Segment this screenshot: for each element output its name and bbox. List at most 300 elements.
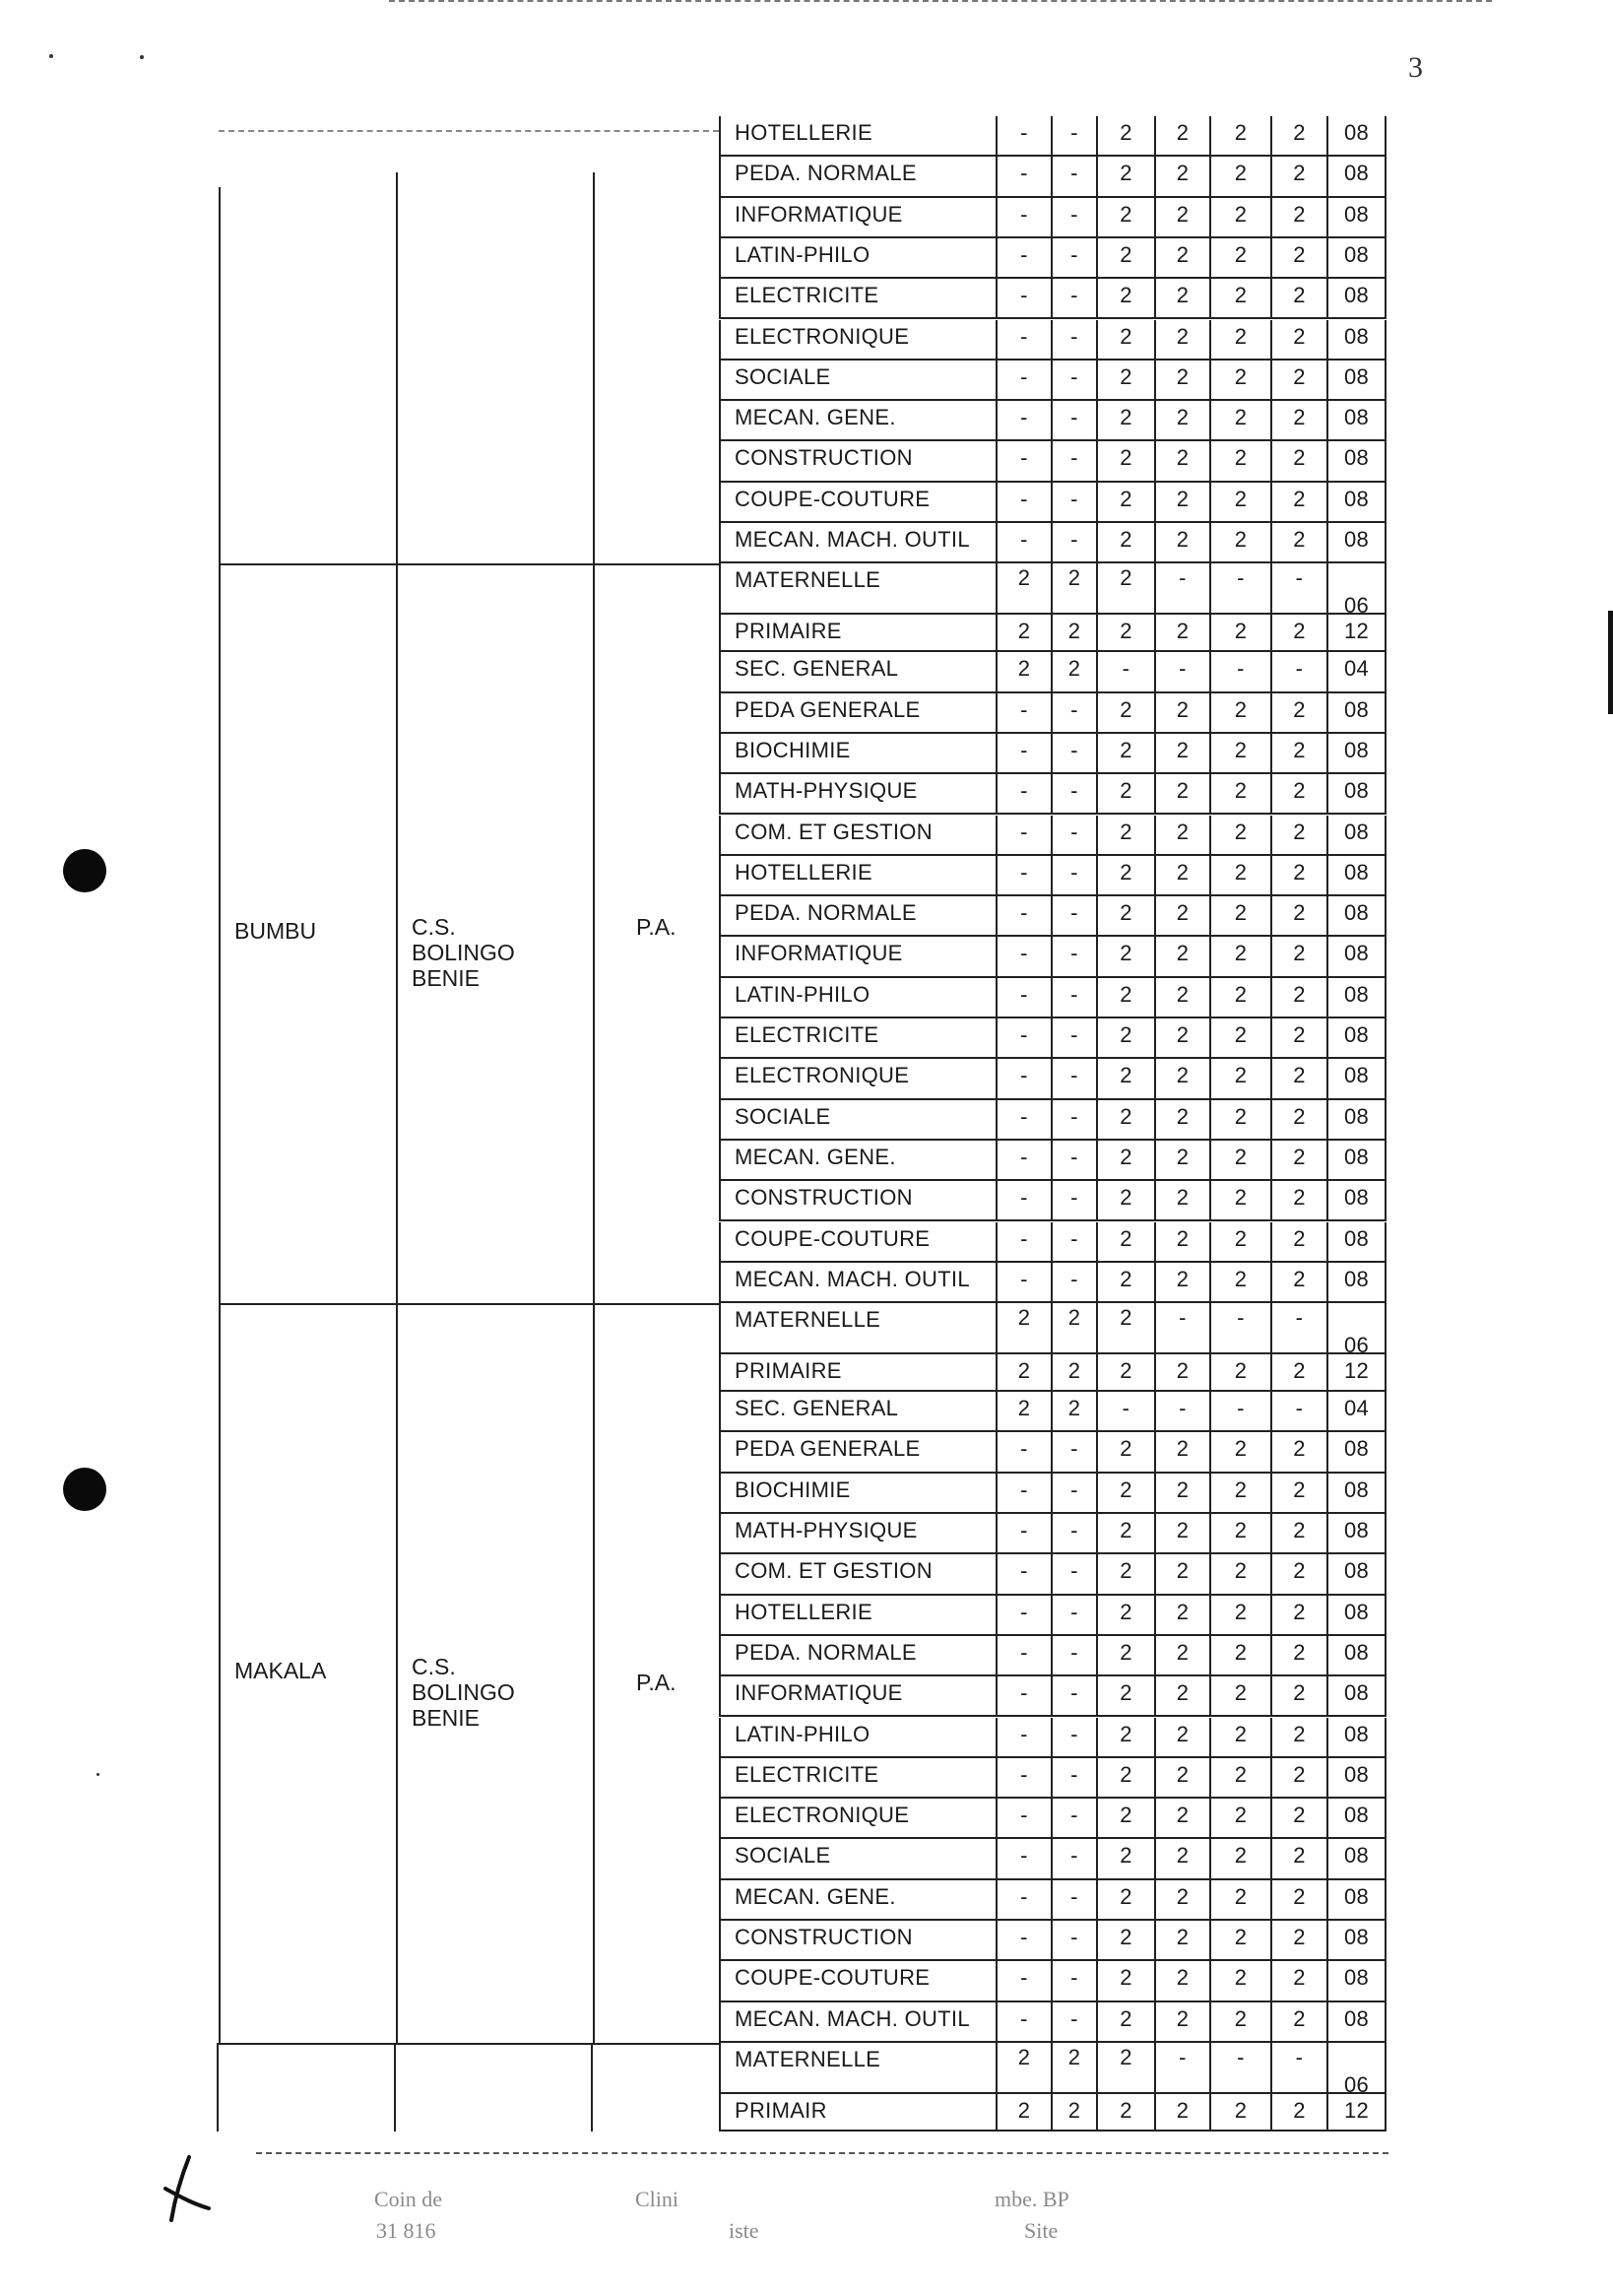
level-col-4-cell: 2 <box>1154 1181 1209 1221</box>
level-col-2-cell: - <box>1051 1100 1096 1141</box>
level-col-4-cell: 2 <box>1154 1676 1209 1717</box>
level-col-5-cell: 2 <box>1209 1474 1270 1514</box>
level-col-2-cell: - <box>1051 937 1096 977</box>
level-col-6-cell: - <box>1270 2043 1326 2094</box>
total-cell: 08 <box>1326 1961 1387 2001</box>
total-cell: 08 <box>1326 2002 1387 2043</box>
level-col-6-cell: 2 <box>1270 1514 1326 1554</box>
option-cell: COM. ET GESTION <box>719 816 996 856</box>
option-cell: PRIMAIRE <box>719 615 996 652</box>
level-col-6-cell: 2 <box>1270 1596 1326 1636</box>
level-col-5-cell: - <box>1209 2043 1270 2094</box>
level-col-3-cell: 2 <box>1096 816 1154 856</box>
level-col-5-cell: - <box>1209 652 1270 692</box>
level-col-6-cell: 2 <box>1270 856 1326 896</box>
total-cell: 08 <box>1326 361 1387 401</box>
level-col-5-cell: - <box>1209 1303 1270 1354</box>
option-cell: HOTELLERIE <box>719 1596 996 1636</box>
level-col-1-cell: 2 <box>996 2094 1051 2132</box>
option-cell: CONSTRUCTION <box>719 1921 996 1961</box>
level-col-1-cell: - <box>996 441 1051 482</box>
level-col-3-cell: 2 <box>1096 615 1154 652</box>
total-cell: 08 <box>1326 198 1387 238</box>
level-col-2-cell: - <box>1051 1554 1096 1595</box>
level-col-6-cell: 2 <box>1270 361 1326 401</box>
option-cell: BIOCHIMIE <box>719 1474 996 1514</box>
level-col-4-cell: 2 <box>1154 774 1209 815</box>
level-col-5-cell: 2 <box>1209 1758 1270 1799</box>
level-col-1-cell: - <box>996 1636 1051 1676</box>
commune-column-rule <box>219 187 221 563</box>
level-col-1-cell: 2 <box>996 1392 1051 1432</box>
level-col-5-cell: 2 <box>1209 523 1270 563</box>
level-col-2-cell: 2 <box>1051 615 1096 652</box>
option-cell: COUPE-COUTURE <box>719 1222 996 1263</box>
level-col-5-cell: 2 <box>1209 1880 1270 1921</box>
level-col-2-cell: - <box>1051 483 1096 523</box>
level-col-2-cell: - <box>1051 401 1096 441</box>
scan-speck <box>140 55 144 59</box>
level-col-1-cell: - <box>996 483 1051 523</box>
level-col-2-cell: - <box>1051 1432 1096 1473</box>
level-col-5-cell: 2 <box>1209 483 1270 523</box>
option-cell: MATERNELLE <box>719 2043 996 2094</box>
level-col-2-cell: - <box>1051 116 1096 157</box>
level-col-1-cell: - <box>996 361 1051 401</box>
level-col-5-cell: 2 <box>1209 1799 1270 1839</box>
level-col-6-cell: 2 <box>1270 116 1326 157</box>
regime-column-rule <box>593 1303 595 2043</box>
level-col-1-cell: - <box>996 1839 1051 1879</box>
level-col-3-cell: 2 <box>1096 1100 1154 1141</box>
level-col-1-cell: 2 <box>996 1303 1051 1354</box>
option-cell: MECAN. GENE. <box>719 1880 996 1921</box>
option-cell: PEDA. NORMALE <box>719 896 996 937</box>
level-col-4-cell: 2 <box>1154 615 1209 652</box>
level-col-4-cell: 2 <box>1154 2094 1209 2132</box>
level-col-6-cell: 2 <box>1270 2094 1326 2132</box>
level-col-3-cell: 2 <box>1096 1839 1154 1879</box>
level-col-6-cell: 2 <box>1270 441 1326 482</box>
level-col-2-cell: - <box>1051 361 1096 401</box>
total-cell: 08 <box>1326 1799 1387 1839</box>
option-cell: ELECTRONIQUE <box>719 320 996 361</box>
level-col-4-cell: 2 <box>1154 320 1209 361</box>
level-col-5-cell: 2 <box>1209 1181 1270 1221</box>
level-col-4-cell: 2 <box>1154 523 1209 563</box>
level-col-1-cell: 2 <box>996 563 1051 615</box>
level-col-3-cell: 2 <box>1096 937 1154 977</box>
level-col-5-cell: 2 <box>1209 774 1270 815</box>
total-cell: 12 <box>1326 615 1387 652</box>
level-col-4-cell: 2 <box>1154 856 1209 896</box>
level-col-2-cell: - <box>1051 198 1096 238</box>
level-col-3-cell: 2 <box>1096 1880 1154 1921</box>
total-cell: 08 <box>1326 1758 1387 1799</box>
total-cell: 08 <box>1326 1100 1387 1141</box>
level-col-3-cell: 2 <box>1096 1596 1154 1636</box>
level-col-2-cell: - <box>1051 1018 1096 1059</box>
level-col-3-cell: 2 <box>1096 116 1154 157</box>
option-cell: MATERNELLE <box>719 1303 996 1354</box>
level-col-6-cell: 2 <box>1270 816 1326 856</box>
level-col-1-cell: - <box>996 279 1051 319</box>
level-col-1-cell: - <box>996 774 1051 815</box>
total-cell: 08 <box>1326 116 1387 157</box>
level-col-6-cell: 2 <box>1270 734 1326 774</box>
level-col-6-cell: 2 <box>1270 1059 1326 1099</box>
option-cell: PRIMAIRE <box>719 1354 996 1392</box>
level-col-4-cell: - <box>1154 2043 1209 2094</box>
level-col-6-cell: 2 <box>1270 157 1326 197</box>
level-col-3-cell: 2 <box>1096 1514 1154 1554</box>
option-cell: CONSTRUCTION <box>719 441 996 482</box>
level-col-4-cell: 2 <box>1154 361 1209 401</box>
level-col-3-cell: 2 <box>1096 1921 1154 1961</box>
total-cell: 08 <box>1326 279 1387 319</box>
level-col-2-cell: - <box>1051 1636 1096 1676</box>
level-col-1-cell: - <box>996 1758 1051 1799</box>
level-col-3-cell: 2 <box>1096 2002 1154 2043</box>
centre-column-rule <box>396 172 398 563</box>
level-col-6-cell: 2 <box>1270 198 1326 238</box>
level-col-4-cell: - <box>1154 1303 1209 1354</box>
level-col-3-cell: 2 <box>1096 1799 1154 1839</box>
level-col-5-cell: - <box>1209 563 1270 615</box>
level-col-3-cell: 2 <box>1096 441 1154 482</box>
level-col-2-cell: - <box>1051 978 1096 1018</box>
level-col-2-cell: - <box>1051 1961 1096 2001</box>
level-col-3-cell: 2 <box>1096 1474 1154 1514</box>
total-cell: 08 <box>1326 693 1387 734</box>
level-col-5-cell: 2 <box>1209 1222 1270 1263</box>
level-col-6-cell: 2 <box>1270 1354 1326 1392</box>
level-col-2-cell: - <box>1051 157 1096 197</box>
footer-address-mid: Clini <box>635 2187 679 2211</box>
level-col-1-cell: - <box>996 320 1051 361</box>
footer-rule <box>256 2152 1388 2156</box>
option-cell: ELECTRICITE <box>719 1018 996 1059</box>
level-col-2-cell: 2 <box>1051 1392 1096 1432</box>
total-cell: 06 <box>1326 2043 1387 2094</box>
level-col-5-cell: 2 <box>1209 1432 1270 1473</box>
level-col-2-cell: - <box>1051 1514 1096 1554</box>
level-col-3-cell: 2 <box>1096 1141 1154 1181</box>
level-col-1-cell: - <box>996 1100 1051 1141</box>
centre-name: C.S. BOLINGO BENIE <box>412 1653 515 1731</box>
total-cell: 08 <box>1326 856 1387 896</box>
level-col-4-cell: 2 <box>1154 693 1209 734</box>
level-col-1-cell: - <box>996 1018 1051 1059</box>
level-col-4-cell: 2 <box>1154 1018 1209 1059</box>
level-col-3-cell: 2 <box>1096 2043 1154 2094</box>
level-col-5-cell: 2 <box>1209 441 1270 482</box>
level-col-4-cell: 2 <box>1154 1636 1209 1676</box>
level-col-5-cell: 2 <box>1209 1263 1270 1303</box>
level-col-5-cell: 2 <box>1209 2094 1270 2132</box>
total-cell: 08 <box>1326 441 1387 482</box>
total-cell: 12 <box>1326 2094 1387 2132</box>
option-cell: MATH-PHYSIQUE <box>719 1514 996 1554</box>
total-cell: 08 <box>1326 978 1387 1018</box>
level-col-4-cell: 2 <box>1154 734 1209 774</box>
level-col-4-cell: 2 <box>1154 1839 1209 1879</box>
option-cell: ELECTRONIQUE <box>719 1799 996 1839</box>
level-col-3-cell: 2 <box>1096 198 1154 238</box>
regime-column-rule <box>593 563 595 1303</box>
level-col-1-cell: - <box>996 1059 1051 1099</box>
level-col-4-cell: 2 <box>1154 1059 1209 1099</box>
level-col-1-cell: - <box>996 1222 1051 1263</box>
total-cell: 12 <box>1326 1354 1387 1392</box>
level-col-4-cell: 2 <box>1154 1222 1209 1263</box>
level-col-6-cell: 2 <box>1270 1880 1326 1921</box>
level-col-3-cell: 2 <box>1096 1676 1154 1717</box>
option-cell: COUPE-COUTURE <box>719 483 996 523</box>
level-col-4-cell: 2 <box>1154 116 1209 157</box>
level-col-5-cell: 2 <box>1209 937 1270 977</box>
level-col-6-cell: 2 <box>1270 279 1326 319</box>
level-col-6-cell: 2 <box>1270 1474 1326 1514</box>
level-col-6-cell: 2 <box>1270 1181 1326 1221</box>
level-col-4-cell: 2 <box>1154 1596 1209 1636</box>
total-cell: 06 <box>1326 1303 1387 1354</box>
option-cell: LATIN-PHILO <box>719 978 996 1018</box>
group-separator <box>219 1303 719 1305</box>
level-col-6-cell: 2 <box>1270 1222 1326 1263</box>
level-col-1-cell: - <box>996 1554 1051 1595</box>
option-cell: CONSTRUCTION <box>719 1181 996 1221</box>
level-col-4-cell: 2 <box>1154 279 1209 319</box>
level-col-5-cell: 2 <box>1209 1554 1270 1595</box>
level-col-1-cell: - <box>996 1921 1051 1961</box>
page-number: 3 <box>1408 51 1423 84</box>
level-col-6-cell: 2 <box>1270 320 1326 361</box>
level-col-2-cell: 2 <box>1051 1303 1096 1354</box>
option-cell: COUPE-COUTURE <box>719 1961 996 2001</box>
level-col-4-cell: 2 <box>1154 1758 1209 1799</box>
level-col-2-cell: - <box>1051 279 1096 319</box>
level-col-5-cell: 2 <box>1209 1636 1270 1676</box>
level-col-6-cell: 2 <box>1270 937 1326 977</box>
total-cell: 08 <box>1326 1880 1387 1921</box>
level-col-5-cell: 2 <box>1209 856 1270 896</box>
level-col-3-cell: 2 <box>1096 1222 1154 1263</box>
level-col-6-cell: 2 <box>1270 1839 1326 1879</box>
level-col-1-cell: - <box>996 734 1051 774</box>
level-col-3-cell: 2 <box>1096 320 1154 361</box>
option-cell: HOTELLERIE <box>719 116 996 157</box>
level-col-4-cell: 2 <box>1154 483 1209 523</box>
level-col-6-cell: 2 <box>1270 483 1326 523</box>
level-col-1-cell: - <box>996 401 1051 441</box>
total-cell: 08 <box>1326 1718 1387 1758</box>
level-col-2-cell: - <box>1051 1474 1096 1514</box>
total-cell: 08 <box>1326 774 1387 815</box>
total-cell: 08 <box>1326 1474 1387 1514</box>
level-col-6-cell: 2 <box>1270 1799 1326 1839</box>
level-col-4-cell: 2 <box>1154 441 1209 482</box>
level-col-6-cell: 2 <box>1270 1921 1326 1961</box>
level-col-5-cell: 2 <box>1209 1921 1270 1961</box>
level-col-3-cell: 2 <box>1096 361 1154 401</box>
total-cell: 08 <box>1326 157 1387 197</box>
level-col-3-cell: - <box>1096 652 1154 692</box>
level-col-2-cell: 2 <box>1051 2094 1096 2132</box>
level-col-4-cell: 2 <box>1154 1141 1209 1181</box>
level-col-4-cell: 2 <box>1154 1263 1209 1303</box>
option-cell: MATH-PHYSIQUE <box>719 774 996 815</box>
regime-label: P.A. <box>636 913 677 940</box>
footer-contact-right: Site <box>1024 2218 1059 2243</box>
level-col-4-cell: 2 <box>1154 1880 1209 1921</box>
level-col-6-cell: - <box>1270 1303 1326 1354</box>
group-separator <box>219 563 719 565</box>
level-col-4-cell: 2 <box>1154 1474 1209 1514</box>
level-col-2-cell: 2 <box>1051 563 1096 615</box>
level-col-2-cell: - <box>1051 693 1096 734</box>
level-col-4-cell: 2 <box>1154 816 1209 856</box>
level-col-4-cell: 2 <box>1154 1354 1209 1392</box>
scan-edge-mark <box>1608 611 1613 714</box>
level-col-5-cell: 2 <box>1209 198 1270 238</box>
total-cell: 08 <box>1326 1921 1387 1961</box>
option-cell: PEDA GENERALE <box>719 1432 996 1473</box>
level-col-3-cell: 2 <box>1096 279 1154 319</box>
commune-column-rule <box>217 2043 219 2132</box>
level-col-1-cell: - <box>996 1799 1051 1839</box>
level-col-4-cell: 2 <box>1154 1799 1209 1839</box>
level-col-6-cell: 2 <box>1270 1718 1326 1758</box>
total-cell: 08 <box>1326 1222 1387 1263</box>
total-cell: 08 <box>1326 1839 1387 1879</box>
total-cell: 08 <box>1326 1059 1387 1099</box>
level-col-1-cell: - <box>996 238 1051 279</box>
level-col-3-cell: 2 <box>1096 978 1154 1018</box>
level-col-4-cell: 2 <box>1154 401 1209 441</box>
level-col-2-cell: - <box>1051 1263 1096 1303</box>
level-col-2-cell: - <box>1051 1059 1096 1099</box>
level-col-6-cell: 2 <box>1270 693 1326 734</box>
footer-address-left: Coin de <box>374 2187 443 2211</box>
total-cell: 08 <box>1326 1263 1387 1303</box>
level-col-5-cell: 2 <box>1209 734 1270 774</box>
total-cell: 08 <box>1326 1141 1387 1181</box>
total-cell: 06 <box>1326 563 1387 615</box>
total-cell: 08 <box>1326 1432 1387 1473</box>
level-col-1-cell: - <box>996 2002 1051 2043</box>
level-col-4-cell: - <box>1154 652 1209 692</box>
level-col-2-cell: - <box>1051 1141 1096 1181</box>
level-col-5-cell: 2 <box>1209 978 1270 1018</box>
level-col-4-cell: 2 <box>1154 1961 1209 2001</box>
level-col-5-cell: 2 <box>1209 116 1270 157</box>
level-col-5-cell: 2 <box>1209 157 1270 197</box>
level-col-6-cell: 2 <box>1270 1676 1326 1717</box>
level-col-3-cell: 2 <box>1096 693 1154 734</box>
level-col-1-cell: - <box>996 157 1051 197</box>
level-col-3-cell: 2 <box>1096 1636 1154 1676</box>
centre-name: C.S. BOLINGO BENIE <box>412 913 515 991</box>
level-col-4-cell: 2 <box>1154 937 1209 977</box>
level-col-5-cell: 2 <box>1209 238 1270 279</box>
level-col-5-cell: 2 <box>1209 816 1270 856</box>
punch-hole-upper <box>63 849 106 892</box>
option-cell: PEDA GENERALE <box>719 693 996 734</box>
regime-column-rule <box>591 2043 593 2132</box>
total-cell: 08 <box>1326 1596 1387 1636</box>
commune-column-rule <box>219 563 221 1303</box>
level-col-4-cell: 2 <box>1154 1100 1209 1141</box>
level-col-1-cell: - <box>996 1432 1051 1473</box>
level-col-1-cell: - <box>996 1718 1051 1758</box>
total-cell: 04 <box>1326 1392 1387 1432</box>
level-col-2-cell: - <box>1051 856 1096 896</box>
level-col-5-cell: 2 <box>1209 1141 1270 1181</box>
level-col-1-cell: - <box>996 896 1051 937</box>
option-cell: COM. ET GESTION <box>719 1554 996 1595</box>
level-col-6-cell: 2 <box>1270 1263 1326 1303</box>
scan-speck <box>49 54 53 58</box>
total-cell: 08 <box>1326 1636 1387 1676</box>
level-col-2-cell: - <box>1051 734 1096 774</box>
level-col-5-cell: 2 <box>1209 1514 1270 1554</box>
level-col-2-cell: - <box>1051 1921 1096 1961</box>
level-col-3-cell: 2 <box>1096 734 1154 774</box>
level-col-2-cell: - <box>1051 1596 1096 1636</box>
level-col-6-cell: 2 <box>1270 1636 1326 1676</box>
level-col-4-cell: 2 <box>1154 238 1209 279</box>
footer-address-right: mbe. BP <box>995 2187 1069 2211</box>
level-col-6-cell: 2 <box>1270 2002 1326 2043</box>
option-cell: LATIN-PHILO <box>719 1718 996 1758</box>
level-col-1-cell: - <box>996 1141 1051 1181</box>
level-col-1-cell: - <box>996 1514 1051 1554</box>
centre-column-rule <box>396 563 398 1303</box>
level-col-2-cell: 2 <box>1051 652 1096 692</box>
level-col-1-cell: - <box>996 1961 1051 2001</box>
level-col-2-cell: - <box>1051 320 1096 361</box>
level-col-6-cell: 2 <box>1270 238 1326 279</box>
level-col-6-cell: - <box>1270 563 1326 615</box>
level-col-3-cell: 2 <box>1096 401 1154 441</box>
total-cell: 08 <box>1326 896 1387 937</box>
option-cell: ELECTRONIQUE <box>719 1059 996 1099</box>
total-cell: 08 <box>1326 816 1387 856</box>
level-col-6-cell: 2 <box>1270 401 1326 441</box>
level-col-2-cell: - <box>1051 1758 1096 1799</box>
level-col-1-cell: - <box>996 116 1051 157</box>
level-col-1-cell: - <box>996 1676 1051 1717</box>
group-separator <box>219 2043 719 2045</box>
level-col-5-cell: 2 <box>1209 320 1270 361</box>
level-col-3-cell: 2 <box>1096 1354 1154 1392</box>
level-col-2-cell: - <box>1051 523 1096 563</box>
level-col-5-cell: 2 <box>1209 279 1270 319</box>
total-cell: 08 <box>1326 1514 1387 1554</box>
level-col-6-cell: 2 <box>1270 1961 1326 2001</box>
scan-speck <box>97 1773 99 1776</box>
level-col-3-cell: 2 <box>1096 563 1154 615</box>
level-col-5-cell: 2 <box>1209 693 1270 734</box>
level-col-2-cell: - <box>1051 1718 1096 1758</box>
level-col-5-cell: 2 <box>1209 1018 1270 1059</box>
level-col-3-cell: 2 <box>1096 2094 1154 2132</box>
level-col-3-cell: 2 <box>1096 774 1154 815</box>
level-col-4-cell: 2 <box>1154 978 1209 1018</box>
option-cell: ELECTRICITE <box>719 1758 996 1799</box>
level-col-1-cell: - <box>996 1596 1051 1636</box>
